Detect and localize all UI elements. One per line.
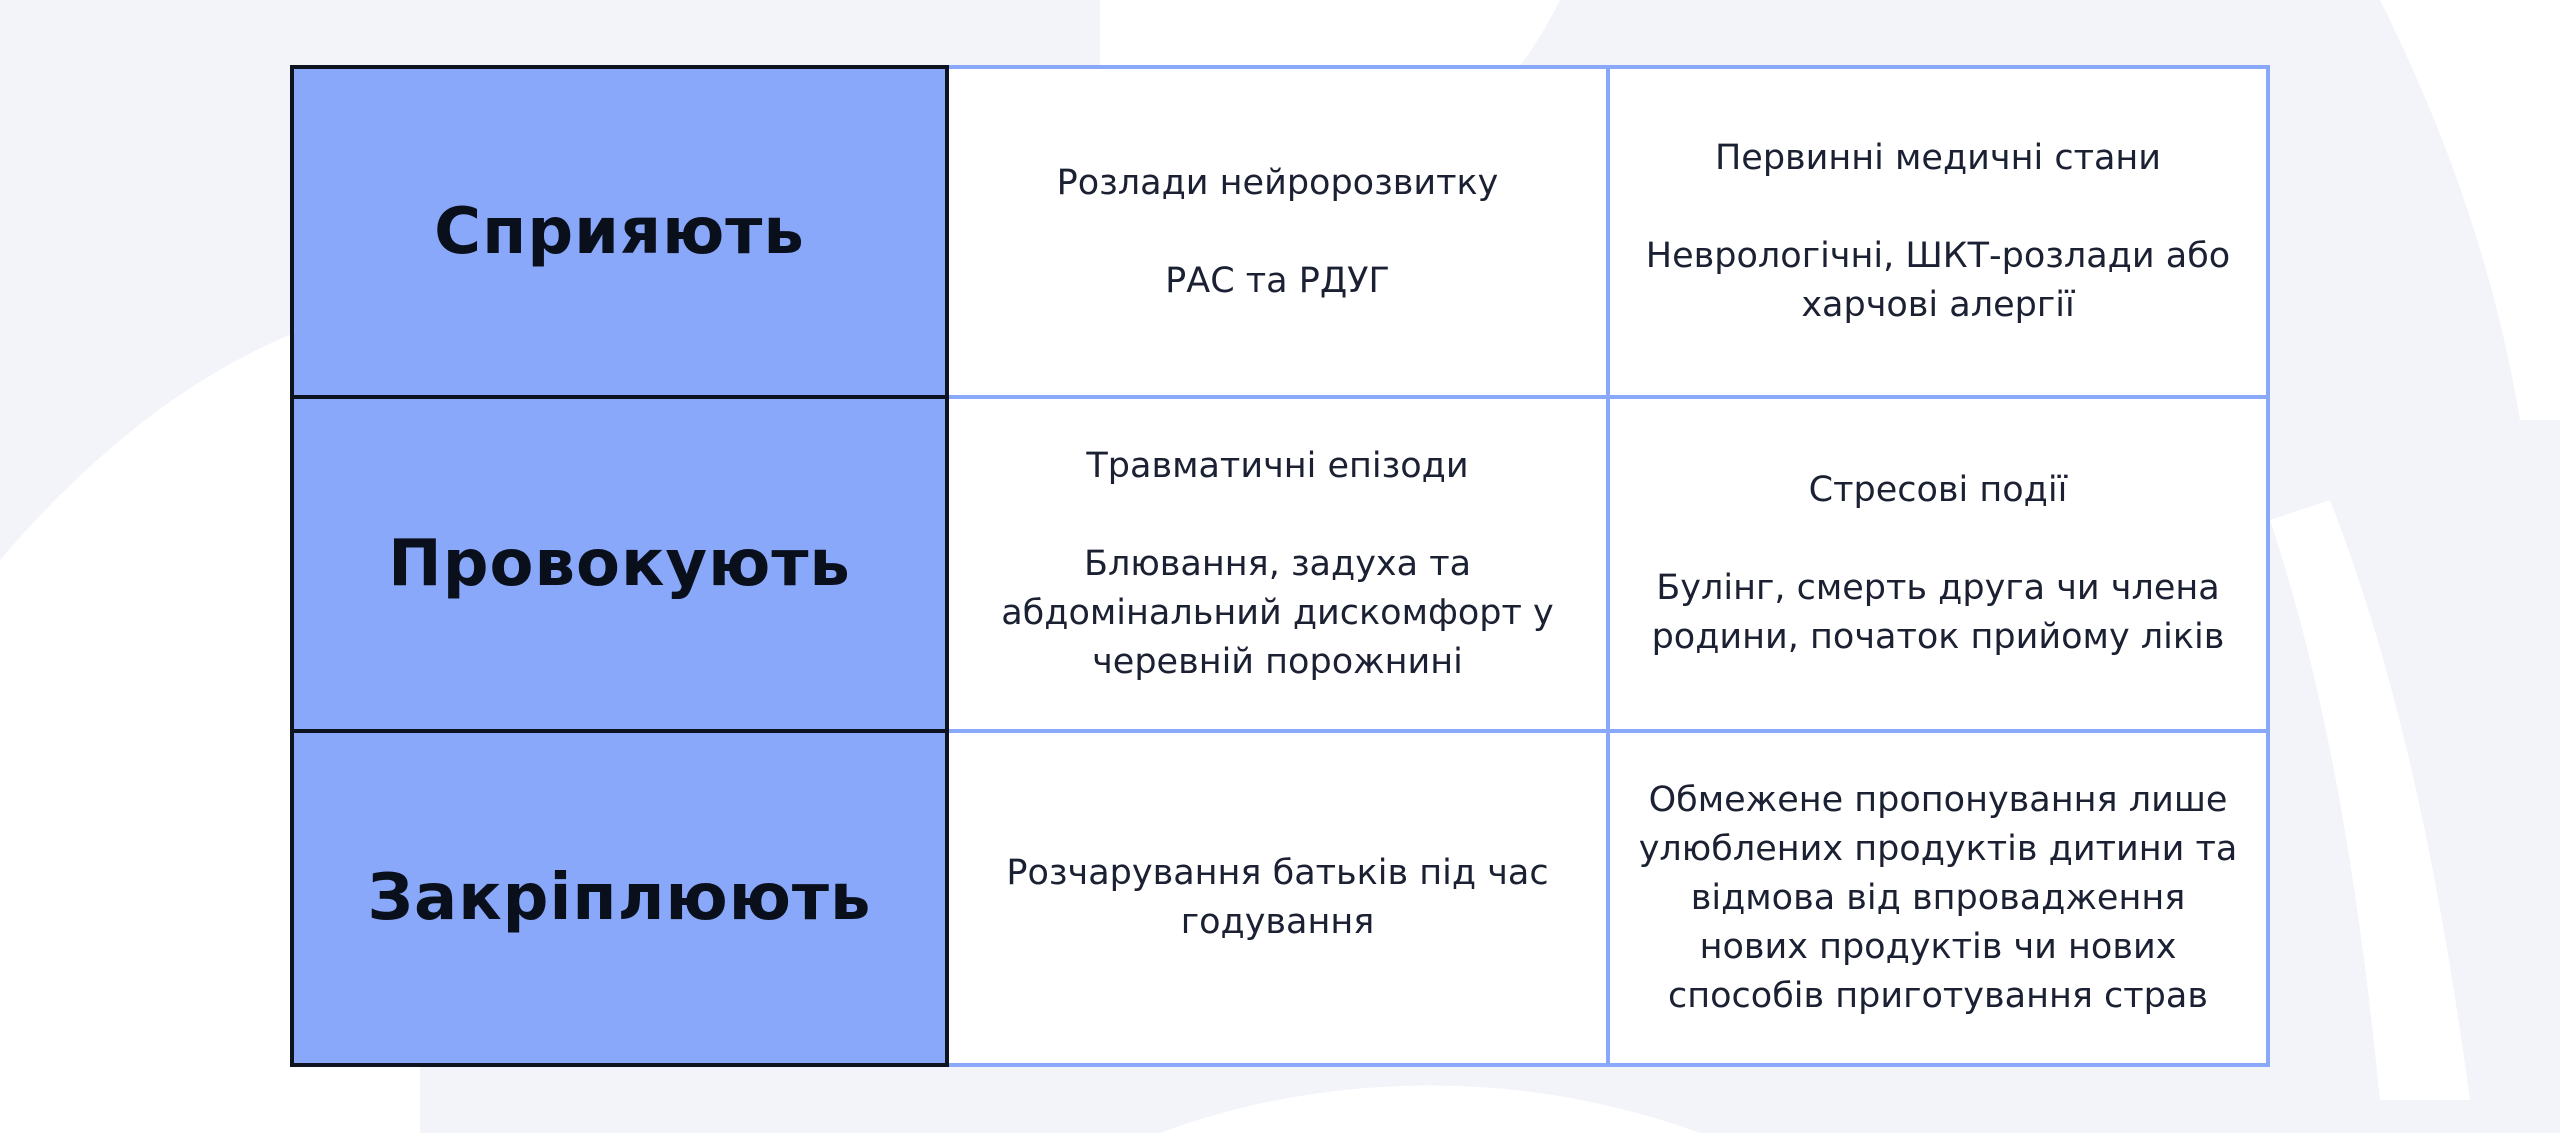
table-cell	[1610, 65, 2270, 399]
table-cell	[1610, 399, 2270, 733]
cell-content	[988, 849, 1568, 947]
table-cell	[1610, 733, 2270, 1067]
table-cell	[949, 65, 1610, 399]
row-label-cell	[290, 399, 949, 733]
cell-text: Розчарування батьків під час годування	[1006, 853, 1549, 942]
table-cell	[949, 399, 1610, 733]
cell-detail: Блювання, задуха та абдомінальний дискомфорт у черевній порожнині	[1001, 543, 1554, 682]
cell-detail: Неврологічні, ШКТ-розлади або харчові алергії	[1645, 236, 2231, 325]
cell-content	[1638, 466, 2238, 662]
cell-heading: Стресові події	[1808, 470, 2068, 510]
row-label: Закріплюють	[367, 861, 872, 935]
table-cell	[949, 733, 1610, 1067]
row-label: Провокують	[388, 527, 851, 601]
cell-heading: Розлади нейророзвитку	[1056, 162, 1499, 203]
row-label: Сприяють	[434, 195, 805, 269]
cell-content	[1057, 159, 1499, 306]
cell-heading: Первинні медичні стани	[1714, 138, 2162, 178]
cell-heading: Травматичні епізоди	[1086, 445, 1469, 486]
cell-content	[983, 442, 1573, 687]
row-label-cell	[290, 733, 949, 1067]
cell-detail: РАС та РДУГ	[1165, 260, 1390, 301]
cell-detail: Булінг, смерть друга чи члена родини, початок прийому ліків	[1651, 568, 2225, 657]
row-label-cell	[290, 65, 949, 399]
cell-content	[1634, 776, 2242, 1021]
cell-text: Обмежене пропонування лише улюблених продуктів дитини та відмова від впровадження нових продуктів чи нових способів приготування страв	[1638, 779, 2238, 1016]
cell-content	[1634, 134, 2242, 330]
triggers-table	[290, 65, 2270, 1067]
